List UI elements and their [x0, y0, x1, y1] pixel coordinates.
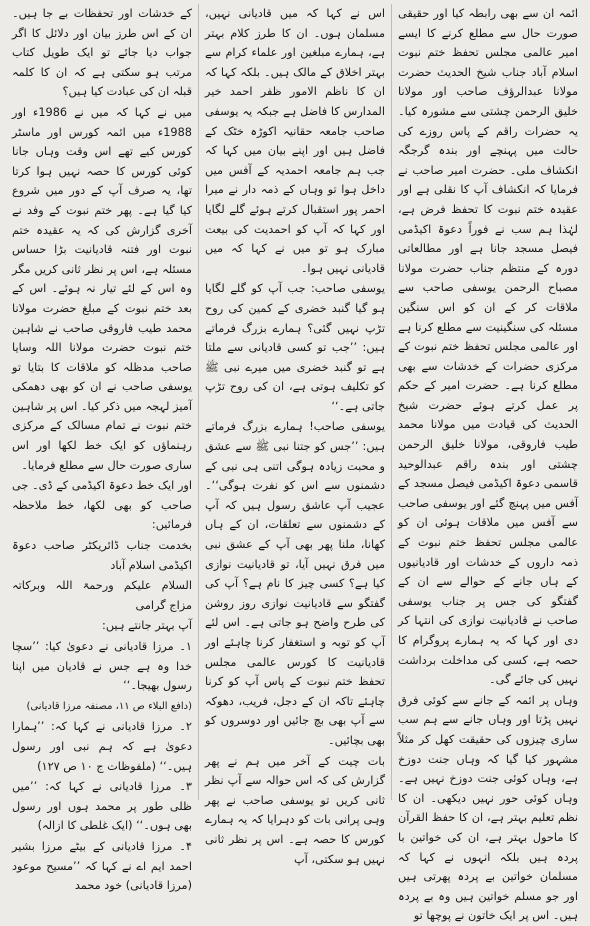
column-middle-paragraph-3: یوسفی صاحب! ہمارے بزرگ فرماتے ہیں: ’’جس کو جتنا نبی ﷺ سے عشق و محبت زیادہ ہوگی اتنی ہی نبی کے دشمنوں سے اس کو نفرت ہوگی‘‘۔ عجیب آپ عاشق رسول ہیں کہ آپ کے دشمنوں سے تعلقات، ان کے ہاں کھانا، ملنا پھر بھی آپ کے عشق نبی میں فرق نہیں آیا، تو قادیانیت نوازی کیا ہے؟ کسی چیز کا نام ہے؟ آپ کی گفتگو سے قادیانیت نوازی روز روشن کی طرح واضح ہو جاتی ہے۔ اس لئے آپ کو توبہ و استغفار کرنا چاہئے اور قادیانیت کا کورس عالمی مجلس تحفظ ختم نبوت کے پاس آپ کو کرنا چاہئے تاکہ ان کے دجل، فریب، دھوکہ سے آپ بھی بچ جائیں اور دوسروں کو بھی بچائیں۔ — [205, 420, 385, 747]
column-left-paragraph-5: السلام علیکم ورحمۃ اللہ وبرکاتہ مزاج گرامی — [12, 579, 192, 612]
column-left-paragraph-3: اور ایک خط دعوۃ اکیڈمی کے ڈی۔ جی صاحب کو بھی لکھا، خط ملاحظہ فرمائیں: — [12, 479, 192, 532]
column-left — [6, 4, 199, 893]
column-middle-paragraph-1: اس نے کہا کہ میں قادیانی نہیں، مسلمان ہوں۔ ان کا طرز کلام بہتر ہے، ہمارے مبلغین اور علماء کرام سے بہتر اخلاق کے مالک ہیں۔ بلکہ کہا کہ ان کا ناظم الامور ظفر احمد خیر المدارس کا فاضل ہے جبکہ یہ یوسفی صاحب جامعہ حقانیہ اکوڑہ خٹک کے فاضل ہیں اور اپنے بیان میں کہا کہ جب ہم جامعہ احمدیہ کے آفس میں داخل ہوا تو وہاں کے ذمہ دار نے میرا احمر پور استقبال کرتے ہوئے گلے لگایا اور کہا کہ آپ کو احمدیت کی بیعت مبارک ہو تو میں نے کہا کہ میں قادیانی نہیں ہوا۔ — [205, 7, 385, 275]
column-left-paragraph-1: کے خدشات اور تحفظات بے جا ہیں۔ ان کے اس طرز بیان اور دلائل کا اگر جواب دیا جائے تو ایک طویل کتاب مرتب ہو سکتی ہے کہ ان کا کلمہ قبلہ ان کی عبادت کیا ہیں؟ — [12, 7, 192, 99]
column-right — [392, 4, 584, 923]
column-left-paragraph-10: ۳۔ مرزا قادیانی نے کہا کہ: ’’میں ظلی طور پر محمد ہوں اور رسول بھی ہوں۔‘‘ (ایک غلطی کا ازالہ) — [12, 780, 192, 833]
column-middle-paragraph-4: بات چیت کے آخر میں ہم نے پھر گزارش کی کہ اس حوالہ سے آپ نظر ثانی کریں تو یوسفی صاحب نے پھر وہی پرانی بات کو دہرایا کہ یہ ہمارے کورس کا حصہ ہے۔ اس پر نظر ثانی نہیں ہو سکتی، آپ — [205, 754, 385, 866]
column-left-paragraph-11: ۴۔ مرزا قادیانی کے بیٹے مرزا بشیر احمد ایم اے نے کہا کہ ’’مسیح موعود (مرزا قادیانی) خود محمد — [12, 839, 192, 893]
column-left-paragraph-6: آپ بہتر جانتے ہیں: — [102, 619, 192, 633]
column-right-paragraph-2: وہاں پر ائمہ کے جانے سے کوئی فرق نہیں پڑتا اور وہاں جانے سے ہم سب ساری چیزوں کی حقیقت کھل کر مثلاً مشہور کیا گیا کہ وہاں جنت دوزخ ہے، وہاں کوئی جنت دوزخ نہیں ہے۔ وہاں کوئی حور نہیں دیکھی۔ ان کا نظم تعلیم بہتر ہے، ان کا حفظ القرآن کا ماحول بہتر ہے، ان کی خواتین با پردہ ہیں بلکہ انہوں نے کہا کہ مسلمان خواتین بے پردہ پھرتی ہیں اور جو مسلم خواتین ہیں وہ بے پردہ ہیں۔ اس پر ایک خاتون نے پوچھا تو — [398, 693, 578, 923]
column-left-paragraph-4: بخدمت جناب ڈائریکٹر صاحب دعوۃ اکیڈمی اسلام آباد — [12, 539, 192, 572]
column-middle — [199, 4, 392, 866]
column-left-paragraph-2: میں نے کہا کہ میں نے 1986ء اور 1988ء میں ائمہ کورس اور ماسٹر کورس کیے تھے اس وقت وہاں جانا کوئی کورس کا حصہ نہیں ہوا کرتا تھا، یہ صرف آپ کے دور میں شروع کیا گیا ہے۔ پھر ختم نبوت کے وفد نے آخری گزارش کی کہ یہ عقیدہ ختم نبوت اور فتنہ قادیانیت بڑا حساس مسئلہ ہے، اس پر نظر ثانی کریں مگر وہ اس کے لئے تیار نہ ہوئے۔ اس کے بعد ختم نبوت کے مبلغ حضرت مولانا محمد طیب فاروقی صاحب نے شاہین ختم نبوت حضرت مولانا اللہ وسایا صاحب مدظلہ کو ملاقات کا بتایا تو یوسفی صاحب نے ان کو بھی دھمکی آمیز لہجہ میں ذکر کیا۔ اس پر شاہین ختم نبوت نے تمام مسالک کے مرکزی رہنماؤں کو ایک خط لکھا اور اس ساری صورت حال سے مطلع فرمایا۔ — [12, 105, 192, 472]
column-left-paragraph-7: ۱۔ مرزا قادیانی نے دعویٰ کیا: ’’سچا خدا وہ ہے جس نے قادیان میں اپنا رسول بھیجا۔‘‘ — [12, 640, 192, 693]
column-left-reference-1: (دافع البلاء ص ۱۱، مصنفہ مرزا قادیانی) — [26, 700, 192, 712]
column-right-paragraph-1: ائمہ ان سے بھی رابطہ کیا اور حقیقی صورت حال سے مطلع کرنے کا ایسے امیر عالمی مجلس تحفظ ختم نبوت اسلام آباد جناب شیخ الحدیث حضرت مولانا عبدالرؤف صاحب اور مولانا خلیق الرحمن چشتی سے مشورہ کیا۔ یہ حضرات راقم کے پاس روزے کی حالت میں پہنچے اور بندہ گرجگہ انکشاف ملی۔ حضرت امیر صاحب نے فرمایا کہ انکشاف آپ کا نقلی ہے اور عقیدہ ختم نبوت کا تحفظ فرض ہے، لہٰذا ہم سب نے فوراً دعوۃ اکیڈمی فیصل مسجد جانا ہے اور مطالعاتی دورہ کے منتظم جناب حضرت مولانا مصباح الرحمن یوسفی صاحب سے ملاقات کر کے ان کو اس سنگین مسئلہ کی سنگینیت سے مطلع کرنا ہے اور عالمی مجلس تحفظ ختم نبوت کے مرکزی حضرات کے خدشات سے بھی مطلع کرنا ہے۔ حضرت امیر کے حکم پر عمل کرتے ہوئے حضرت شیخ الحدیث کی قیادت میں مولانا محمد طیب فاروقی، مولانا خلیق الرحمن چشتی اور بندہ راقم عبدالوحید قاسمی دعوۃ اکیڈمی فیصل مسجد کے آفس میں پہنچ گئے اور یوسفی صاحب سے آفس میں ملاقات ہوئی ان کو عالمی مجلس تحفظ ختم نبوت کے ذمہ داروں کے خدشات اور قادیانیوں کے ہاں جانے کے حوالے سے ان کے گفتگو کی جس پر جناب یوسفی صاحب نے قادیانیت نوازی کی انتہا کر دی اور کہا کہ یہ ہمارے پروگرام کا حصہ ہے، کسی کی مداخلت برداشت نہیں کی جائے گی۔ — [398, 7, 578, 687]
column-middle-paragraph-2: یوسفی صاحب: جب آپ کو گلے لگایا ہو گیا گنبد خضری کے کمین کی روح تڑپ نہیں گئی؟ ہمارے بزرگ فرماتے ہیں: ’’جب تو کسی قادیانی سے ملتا ہے تو گنبد خضری میں میرے نبی ﷺ کو تکلیف ہوتی ہے، ان کی روح تڑپ جاتی ہے۔‘‘ — [205, 282, 385, 413]
column-left-paragraph-9: ۲۔ مرزا قادیانی نے کہا کہ: ’’ہمارا دعویٰ ہے کہ ہم نبی اور رسول ہیں۔‘‘ (ملفوظات ج ۱۰ ص ۱۲۷) — [12, 720, 192, 773]
